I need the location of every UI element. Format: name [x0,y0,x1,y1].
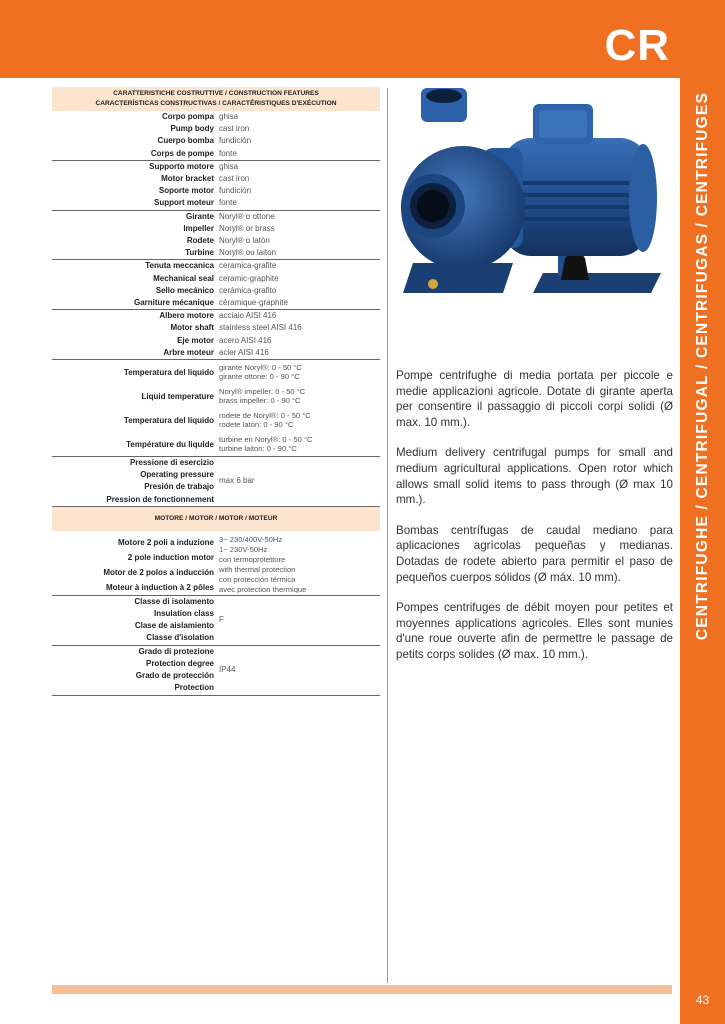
spec-pump-body: Corpo pompa Pump body Cuerpo bomba Corps de pompe ghisa cast iron fundición fonte [52,111,380,161]
temp-row: Temperatura del liquido girante Noryl®: 0 - 50 °C girante ottone: 0 - 90 °C [123,362,302,382]
description-en: Medium delivery centrifugal pumps for small and medium agricultural applications. Open rotor which allows small solid items to pass through (Ø max 10 mm.). [396,446,673,507]
spec-insulation-class: Classe di isolamento Insulation class Clase de aislamiento Classe d'isolation F [52,596,380,646]
temp-row: Température du liquide turbine en Noryl®: 0 - 50 °C turbine laiton: 0 - 90 °C [126,434,313,454]
motor-heading: MOTORE / MOTOR / MOTOR / MOTEUR [52,507,380,531]
spec-liquid-temperature [52,360,380,457]
spec-induction-motor: Motore 2 poli a induzione 2 pole induction motor Motor de 2 polos a inducción Moteur à induction à 2 pôles 3~ 230/400V-50Hz 1~ 230V-50Hz con termoprotettore with thermal protection con protección térmica avec protection thermique [52,531,380,596]
spec-mechanical-seal: Tenuta meccanica Mechanical seal Sello mecánico Garniture mécanique ceramica-grafite ceramic-graphite cerámica-grafito céramique-graphite [52,260,380,310]
spec-motor-bracket: Supporto motore Motor bracket Soporte motor Support moteur ghisa cast iron fundición fonte [52,161,380,211]
product-code: CR [604,21,670,70]
description [396,368,673,678]
spec-operating-pressure: Pressione di esercizio Operating pressure Presión de trabajo Pression de fonctionnement max 6 bar [52,457,380,507]
description-fr: Pompes centrifuges de débit moyen pour petites et moyennes applications agricoles. Elles sont munies d'une roue ouverte afin de permettre le passage de petits corps solides (Ø max. 10 mm.). [396,601,673,661]
side-title-text: CENTRIFUGHE / CENTRIFUGAL / CENTRIFUGAS / CENTRIFUGES [694,91,711,640]
footer-band [52,985,672,994]
spec-impeller: Girante Impeller Rodete Turbine Noryl® o ottone Noryl® or brass Noryl® o latón Noryl® ou laiton [52,211,380,261]
spec-table [52,87,380,696]
construction-heading: CARATTERISTICHE COSTRUTTIVE / CONSTRUCTION FEATURES CARACTERÍSTICAS CONSTRUCTIVAS / CARACTÉRISTIQUES D'EXÉCUTION [52,87,380,111]
spec-motor-shaft: Albero motore Motor shaft Eje motor Arbre moteur acciaio AISI 416 stainless steel AISI 416 acero AISI 416 acier AISI 416 [52,310,380,360]
column-divider [387,88,388,983]
page-number: 43 [695,993,710,1007]
side-title [684,40,722,640]
temp-row: Liquid temperature Noryl® impeller: 0 - 50 °C brass impeller: 0 - 90 °C [141,386,306,406]
spec-protection-degree: Grado di protezione Protection degree Grado de protección Protection IP44 [52,646,380,696]
description-it: Pompe centrifughe di media portata per piccole e medie applicazioni agricole. Dotate di girante aperta per consentire il passaggio di piccoli corpi solidi (Ø max. 10 mm.). [396,369,673,429]
description-es: Bombas centrífugas de caudal mediano para aplicaciones agrícolas pequeñas y medianas. Dotadas de rodete abierto para permitir el paso de pequeños cuerpos sólidos (Ø máx. 10 mm). [396,523,673,584]
pump-photo [393,88,675,313]
temp-row: Temperatura del líquido rodete de Noryl®: 0 - 50 °C rodete latón: 0 - 90 °C [123,410,311,430]
